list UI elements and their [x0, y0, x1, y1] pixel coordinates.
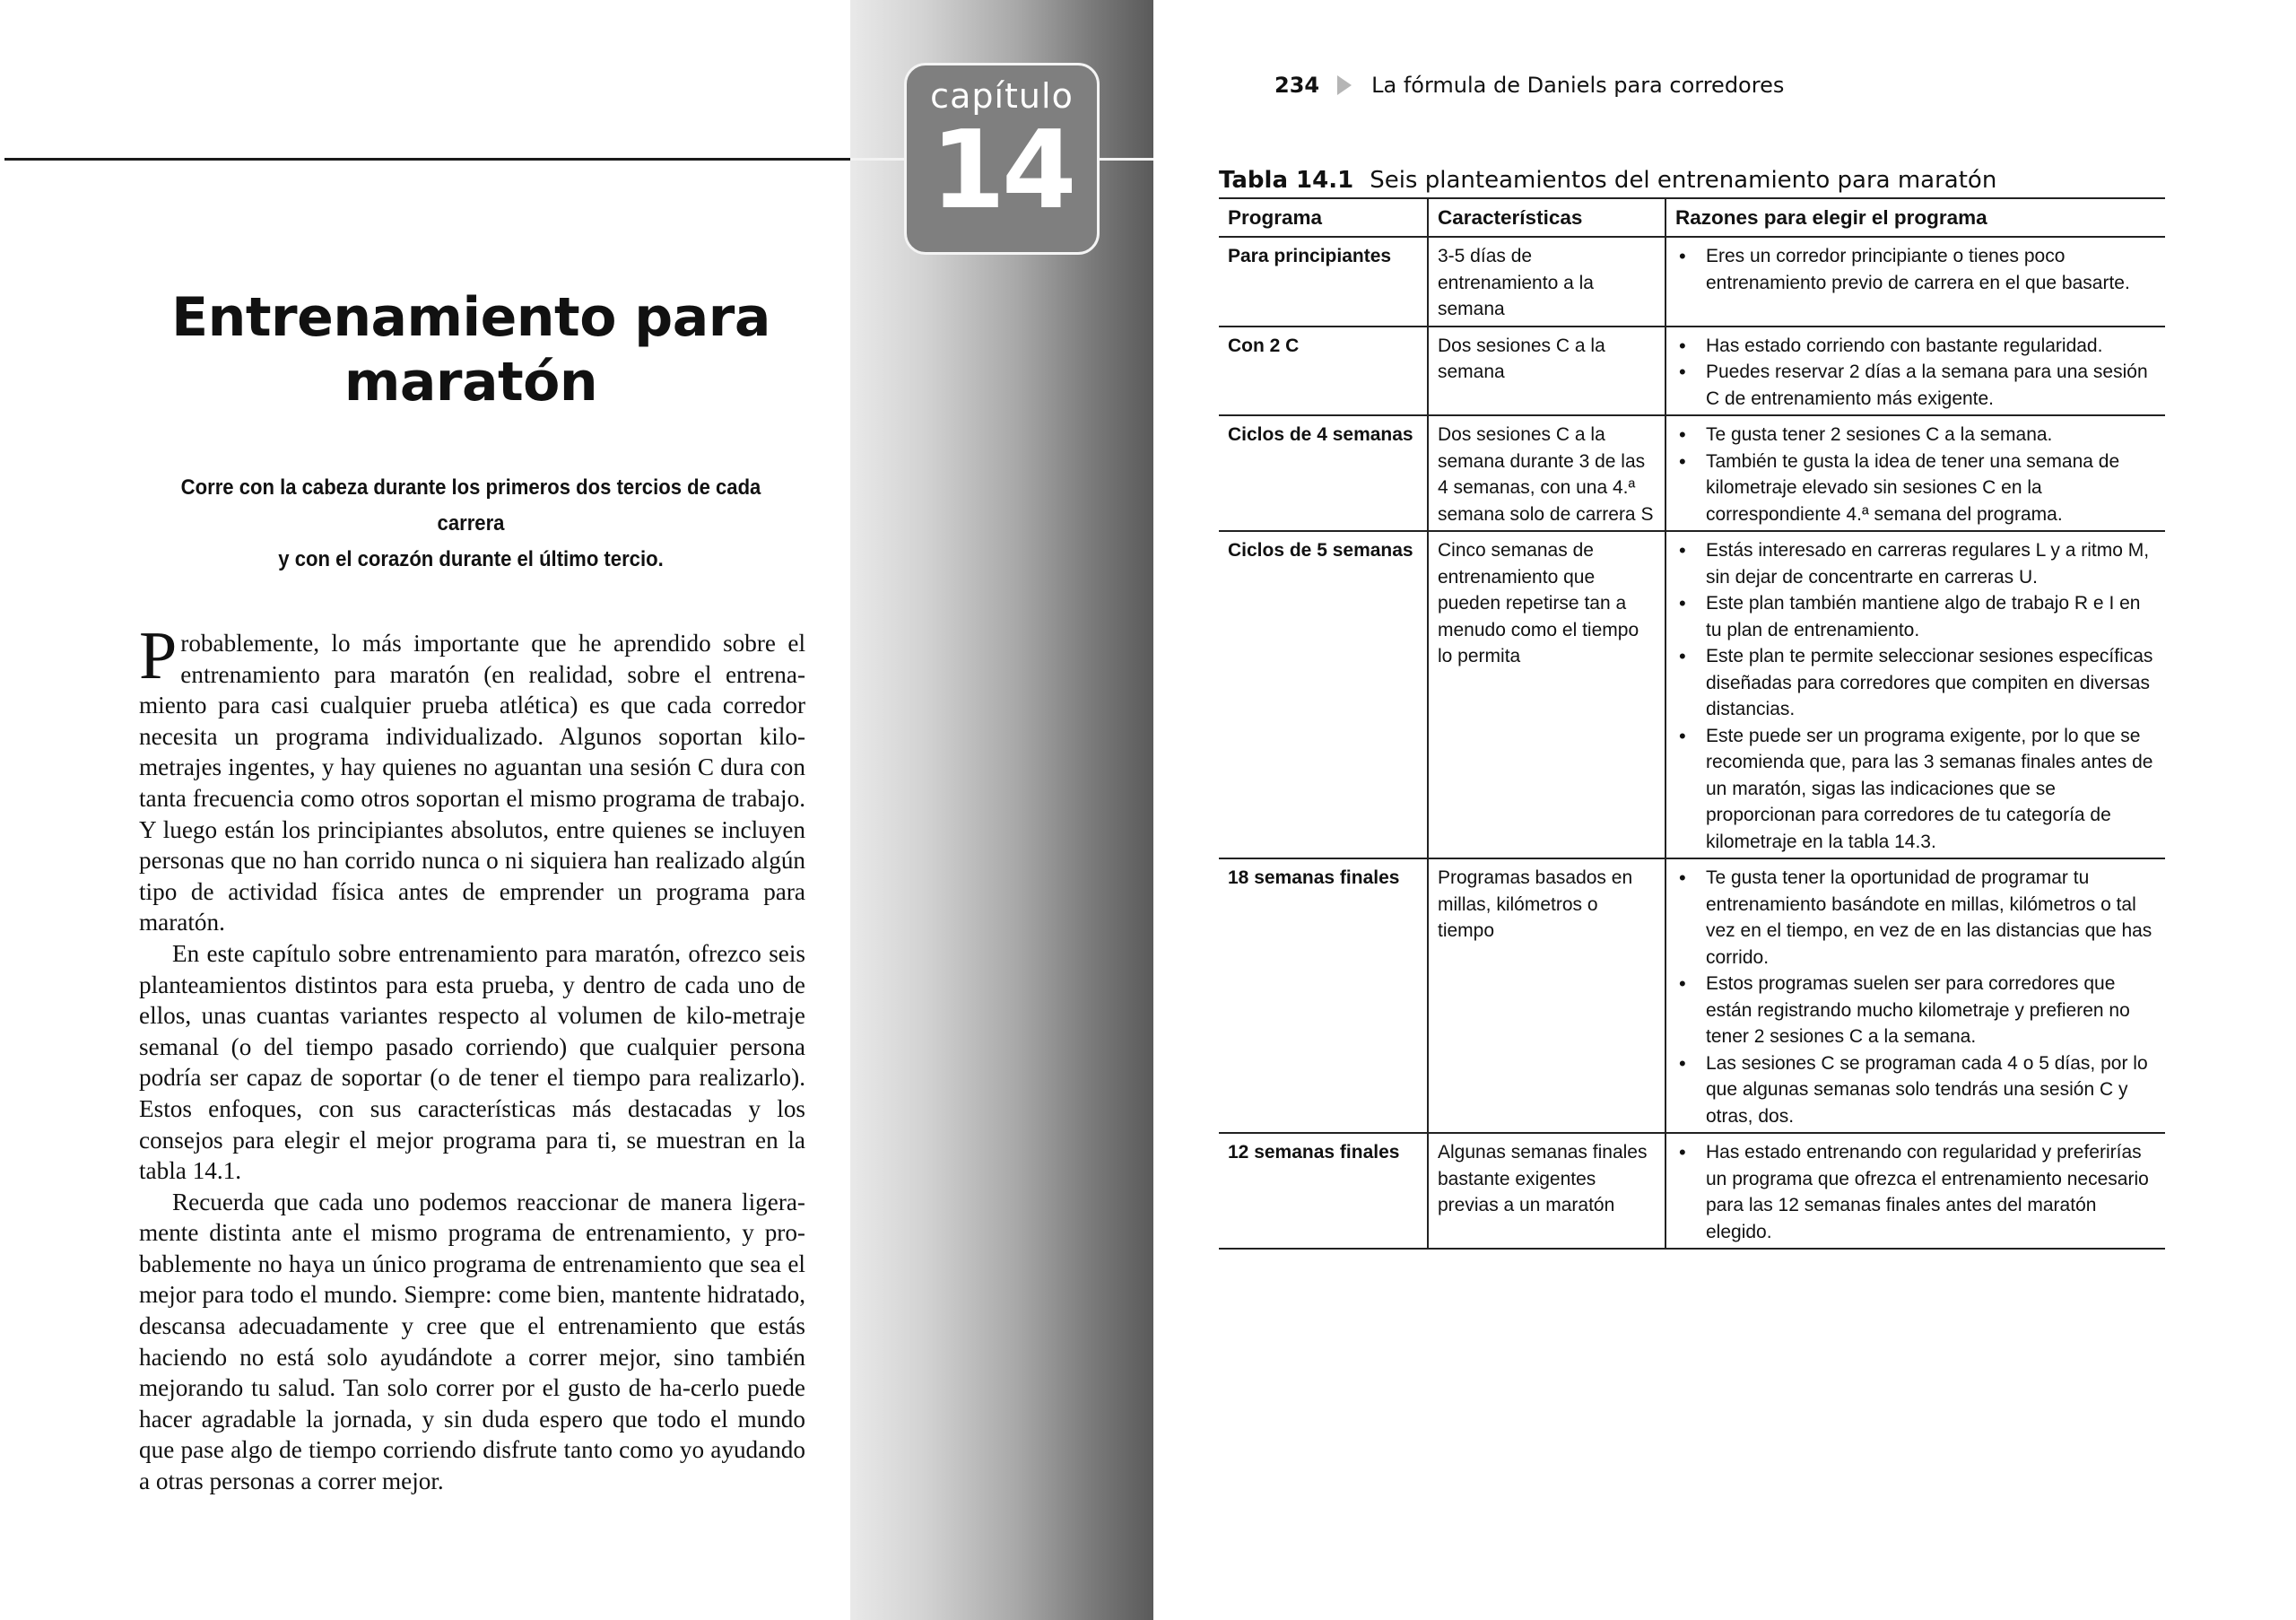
table-number: Tabla 14.1: [1219, 167, 1354, 194]
table-row: [1219, 1133, 2165, 1249]
chapter-title: [135, 285, 807, 414]
drop-cap: P: [139, 618, 178, 693]
features-cell: Cinco semanas de entrenamiento que pueden repetirse tan a menudo como el tiempo lo permita: [1428, 531, 1665, 858]
table-row: [1219, 531, 2165, 858]
paragraph: Recuerda que cada uno podemos reaccionar de manera ligera-mente distinta ante el mismo programa de entrenamiento, y pro-bablemente no haya un único programa de entrenamiento que sea el mejor para todo el mundo. Siempre: come bien, mantente hidratado, descansa adecuadamente y cree que el entrenamiento que estás haciendo no está solo ayudándote a correr mejor, sino también mejorando tu salud. Tan solo correr por el gusto de ha-cerlo puede hacer agradable la jornada, y sin duda espero que todo el mundo que pase algo de tiempo corriendo disfrute tanto como yo ayudando a otras personas a correr mejor.: [139, 1188, 805, 1495]
page-number: 234: [1274, 73, 1320, 98]
running-head: [1274, 70, 1784, 100]
table-row: [1219, 327, 2165, 416]
reason-item: • Este plan te permite seleccionar sesiones específicas diseñadas para corredores que compiten en diversas distancias.: [1675, 643, 2156, 723]
header-program: Programa: [1219, 198, 1428, 237]
reason-item: • Las sesiones C se programan cada 4 o 5 días, por lo que algunas semanas solo tendrás una sesión C y otras, dos.: [1675, 1050, 2156, 1130]
reason-item: • Estás interesado en carreras regulares L y a ritmo M, sin dejar de concentrarte en carreras U.: [1675, 537, 2156, 590]
program-cell: Con 2 C: [1219, 327, 1428, 416]
reasons-cell: [1665, 237, 2165, 327]
marathon-approaches-table: [1219, 197, 2165, 1250]
reasons-cell: [1665, 531, 2165, 858]
epigraph-line-2: y con el corazón durante el último tercio.: [278, 547, 664, 571]
tab-rule-left: [850, 158, 904, 161]
reasons-cell: [1665, 1133, 2165, 1249]
chapter-rule: [4, 158, 850, 161]
header-reasons: Razones para elegir el programa: [1665, 198, 2165, 237]
table-row: [1219, 237, 2165, 327]
chapter-title-line-1: Entrenamiento para: [171, 286, 770, 349]
reason-item: • Has estado entrenando con regularidad y preferirías un programa que ofrezca el entrenamiento necesario para las 12 semanas finales antes del maratón elegido.: [1675, 1139, 2156, 1245]
table-title: Seis planteamientos del entrenamiento para maratón: [1370, 167, 1997, 194]
tab-rule-right: [1100, 158, 1153, 161]
chapter-tab: [904, 63, 1100, 255]
features-cell: 3-5 días de entrenamiento a la semana: [1428, 237, 1665, 327]
reason-item: • Has estado corriendo con bastante regularidad.: [1675, 333, 2156, 360]
reason-item: • Puedes reservar 2 días a la semana para una sesión C de entrenamiento más exigente.: [1675, 359, 2156, 412]
reason-item: • Te gusta tener 2 sesiones C a la semana.: [1675, 422, 2156, 449]
reason-item: • También te gusta la idea de tener una semana de kilometraje elevado sin sesiones C en la correspondiente 4.ª semana del programa.: [1675, 449, 2156, 528]
reason-item: • Este puede ser un programa exigente, por lo que se recomienda que, para las 3 semanas finales antes de un maratón, sigas las indicaciones que se proporcionan para corredores de tu categoría de kilometraje en la tabla 14.3.: [1675, 723, 2156, 856]
reason-item: • Estos programas suelen ser para corredores que están registrando mucho kilometraje y prefieren no tener 2 sesiones C a la semana.: [1675, 971, 2156, 1050]
chapter-number: 14: [930, 109, 1074, 233]
reasons-cell: [1665, 415, 2165, 531]
features-cell: Dos sesiones C a la semana: [1428, 327, 1665, 416]
epigraph: [161, 470, 780, 578]
table-caption: [1219, 163, 1996, 197]
table-row: [1219, 858, 2165, 1133]
table-header-row: [1219, 198, 2165, 237]
program-cell: 12 semanas finales: [1219, 1133, 1428, 1249]
features-cell: Programas basados en millas, kilómetros o tiempo: [1428, 858, 1665, 1133]
reason-item: • Te gusta tener la oportunidad de programar tu entrenamiento basándote en millas, kilómetros o tal vez en el tiempo, en vez de en las distancias que has corrido.: [1675, 865, 2156, 971]
left-page: [0, 0, 850, 1620]
book-title: La fórmula de Daniels para corredores: [1371, 73, 1785, 98]
table-row: [1219, 415, 2165, 531]
body-text: [139, 618, 805, 1497]
program-cell: Ciclos de 4 semanas: [1219, 415, 1428, 531]
reasons-cell: [1665, 858, 2165, 1133]
paragraph: En este capítulo sobre entrenamiento para maratón, ofrezco seis planteamientos distintos para esta prueba, y dentro de cada uno de ellos, unas cuantas variantes respecto al volumen de kilo-metraje semanal (o del tiempo pasado corriendo) que cualquier persona podría ser capaz de soportar (o de tener el tiempo para realizarlo). Estos enfoques, con sus características más destacadas y los consejos para elegir el mejor programa para ti, se muestran en la tabla 14.1.: [139, 939, 805, 1185]
features-cell: Dos sesiones C a la semana durante 3 de las 4 semanas, con una 4.ª semana solo de carrera S: [1428, 415, 1665, 531]
program-cell: 18 semanas finales: [1219, 858, 1428, 1133]
program-cell: Para principiantes: [1219, 237, 1428, 327]
reason-item: • Este plan también mantiene algo de trabajo R e I en tu plan de entrenamiento.: [1675, 590, 2156, 643]
epigraph-line-1: Corre con la cabeza durante los primeros dos tercios de cada carrera: [180, 475, 761, 536]
paragraph: [139, 618, 805, 938]
features-cell: Algunas semanas finales bastante exigentes previas a un maratón: [1428, 1133, 1665, 1249]
reasons-cell: [1665, 327, 2165, 416]
chapter-title-line-2: maratón: [344, 351, 598, 414]
program-cell: Ciclos de 5 semanas: [1219, 531, 1428, 858]
chapter-word: capítulo: [930, 76, 1074, 116]
reason-item: • Eres un corredor principiante o tienes poco entrenamiento previo de carrera en el que basarte.: [1675, 243, 2156, 296]
paragraph-text: robablemente, lo más importante que he aprendido sobre el entrenamiento para maratón (en realidad, sobre el entrena-miento para casi cualquier prueba atlética) es que cada corredor necesita un programa individualizado. Algunos soportan kilo-metrajes ingentes, y hay quienes no aguantan una sesión C dura con tanta frecuencia como otros soportan el mismo programa de trabajo. Y luego están los principiantes absolutos, entre quienes se incluyen personas que no han corrido nunca o ni siquiera han realizado algún tipo de actividad física antes de emprender un programa para maratón.: [139, 630, 805, 936]
right-page: [1153, 0, 2296, 1620]
header-features: Características: [1428, 198, 1665, 237]
triangle-arrow-icon: [1337, 75, 1352, 95]
